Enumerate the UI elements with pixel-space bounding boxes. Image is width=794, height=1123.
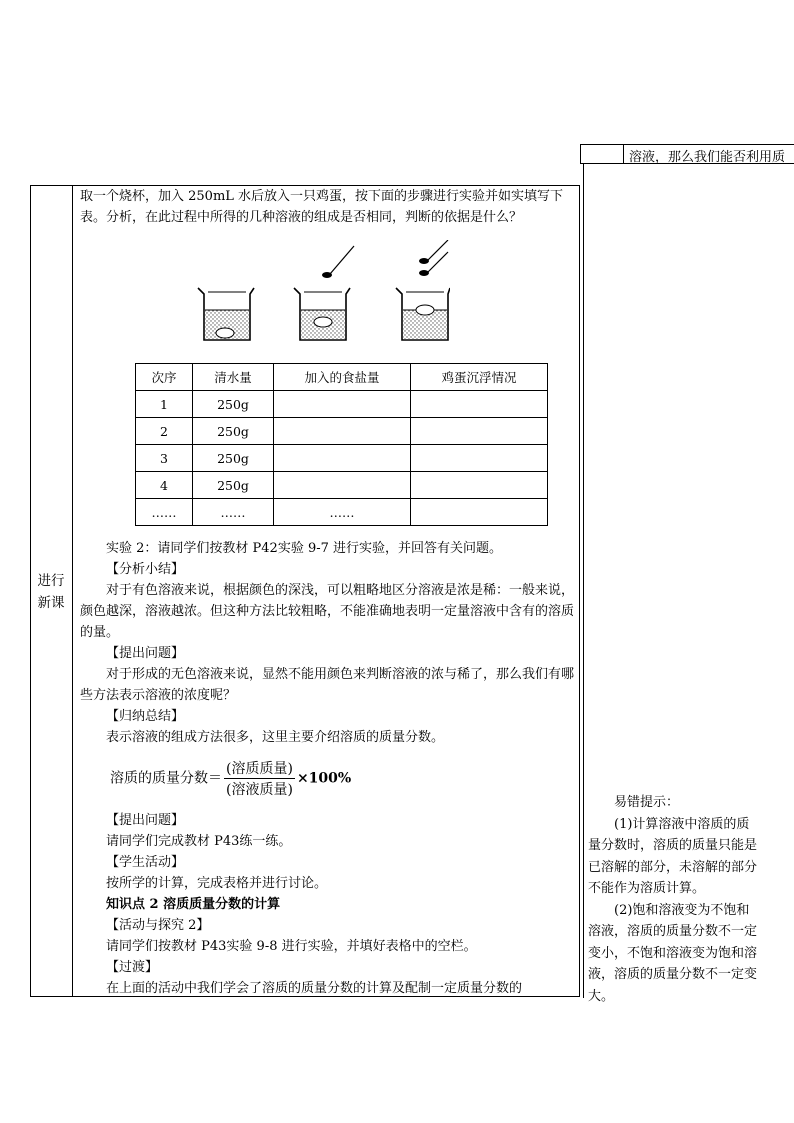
- explore-text: 请同学们按教材 P43实验 9-8 进行实验，并填好表格中的空栏。: [106, 939, 477, 954]
- beaker-3: [396, 240, 450, 340]
- header-water: 清水量: [193, 364, 274, 391]
- table-cell: [274, 418, 411, 445]
- lesson-content-lower: [80, 538, 575, 748]
- top-fragment-text: 溶液，那么我们能否利用质: [629, 150, 786, 165]
- egg-floating: [416, 305, 434, 315]
- summary-heading: 【分析小结】: [106, 562, 185, 577]
- section-label-line1: 进行: [37, 573, 65, 589]
- summary-text: 对于有色溶液来说，根据颜色的深浅，可以粗略地区分溶液是浓是稀：一般来说，颜色越深，溶液越浓。但这种方法比较粗略，不能准确地表明一定量溶液中含有的溶质的量。: [80, 583, 575, 640]
- top-fragment-row: [580, 144, 794, 164]
- table-cell: [274, 445, 411, 472]
- experiment-table: [135, 363, 548, 526]
- activity-heading: 【学生活动】: [106, 855, 185, 870]
- transition-text: 在上面的活动中我们学会了溶质的质量分数的计算及配制一定质量分数的: [106, 981, 523, 996]
- question-2-text: 请同学们完成教材 P43练一练。: [106, 834, 292, 849]
- explore-heading: 【活动与探究 2】: [106, 918, 210, 933]
- formula-denominator: (溶液质量): [226, 782, 293, 798]
- table-cell: ……: [274, 499, 411, 526]
- table-cell: 3: [136, 445, 193, 472]
- salt-spoon: [322, 272, 332, 278]
- table-row: [136, 445, 548, 472]
- salt-spoon: [419, 270, 429, 276]
- table-cell: ……: [193, 499, 274, 526]
- table-cell: 4: [136, 472, 193, 499]
- table-cell: 250g: [193, 418, 274, 445]
- error-tip-1: (1)计算溶液中溶质的质量分数时，溶质的质量只能是已溶解的部分，未溶解的部分不能作为溶质计算。: [588, 816, 758, 896]
- activity-text: 按所学的计算，完成表格并进行讨论。: [106, 876, 328, 891]
- table-row: [136, 418, 548, 445]
- error-tip-2: (2)饱和溶液变为不饱和溶液，溶质的质量分数不一定变小，不饱和溶液变为饱和溶液，溶质的质量分数不一定变大。: [588, 902, 758, 1004]
- error-tips: [588, 792, 758, 1007]
- formula-numerator: (溶质质量): [224, 758, 295, 779]
- spoon-handle: [330, 246, 354, 274]
- table-cell: 250g: [193, 445, 274, 472]
- beaker-1: [198, 288, 254, 340]
- table-cell: 2: [136, 418, 193, 445]
- notes-column-border: [583, 164, 584, 998]
- question-1-heading: 【提出问题】: [106, 646, 185, 661]
- table-header-row: [136, 364, 548, 391]
- top-fragment-empty-cell: [581, 145, 624, 163]
- error-tips-title: 易错提示：: [614, 795, 680, 810]
- table-cell: ……: [136, 499, 193, 526]
- conclusion-text: 表示溶液的组成方法很多，这里主要介绍溶质的质量分数。: [106, 730, 445, 745]
- table-cell: [411, 418, 548, 445]
- beakers-illustration: [190, 240, 450, 348]
- knowledge-point-2: 知识点 2 溶质质量分数的计算: [106, 897, 281, 912]
- table-cell: 1: [136, 391, 193, 418]
- section-label: [30, 570, 72, 614]
- table-row: [136, 499, 548, 526]
- spoon-handle: [428, 252, 448, 272]
- table-cell: 250g: [193, 472, 274, 499]
- question-2-heading: 【提出问题】: [106, 813, 185, 828]
- table-row: [136, 472, 548, 499]
- transition-heading: 【过渡】: [106, 960, 159, 975]
- section-label-line2: 新课: [37, 595, 65, 611]
- salt-spoon: [419, 258, 429, 264]
- table-cell: [411, 472, 548, 499]
- table-cell: [274, 391, 411, 418]
- intro-paragraph: 取一个烧杯，加入 250mL 水后放入一只鸡蛋，按下面的步骤进行实验并如实填写下表。分析，在此过程中所得的几种溶液的组成是否相同，判断的依据是什么？: [80, 189, 564, 225]
- egg-sunk: [216, 328, 234, 338]
- spoon-handle: [428, 240, 448, 260]
- table-cell: [274, 472, 411, 499]
- formula-fraction: [224, 758, 295, 799]
- label-column-border: [72, 185, 73, 997]
- table-cell: 250g: [193, 391, 274, 418]
- beaker-2: [294, 246, 354, 340]
- table-cell: [411, 445, 548, 472]
- table-cell: [411, 391, 548, 418]
- lesson-content: [80, 186, 575, 228]
- lesson-content-bottom: [80, 810, 575, 999]
- header-order: 次序: [136, 364, 193, 391]
- mass-fraction-formula: [110, 758, 351, 799]
- egg-middle: [314, 317, 332, 327]
- formula-lhs: 溶质的质量分数＝: [110, 770, 222, 787]
- conclusion-heading: 【归纳总结】: [106, 709, 185, 724]
- table-cell: [411, 499, 548, 526]
- formula-tail: ×100%: [296, 770, 352, 787]
- header-salt: 加入的食盐量: [274, 364, 411, 391]
- question-1-text: 对于形成的无色溶液来说，显然不能用颜色来判断溶液的浓与稀了，那么我们有哪些方法表示溶液的浓度呢？: [80, 667, 575, 703]
- experiment-2-text: 实验 2：请同学们按教材 P42实验 9-7 进行实验，并回答有关问题。: [106, 541, 503, 556]
- table-row: [136, 391, 548, 418]
- header-egg: 鸡蛋沉浮情况: [411, 364, 548, 391]
